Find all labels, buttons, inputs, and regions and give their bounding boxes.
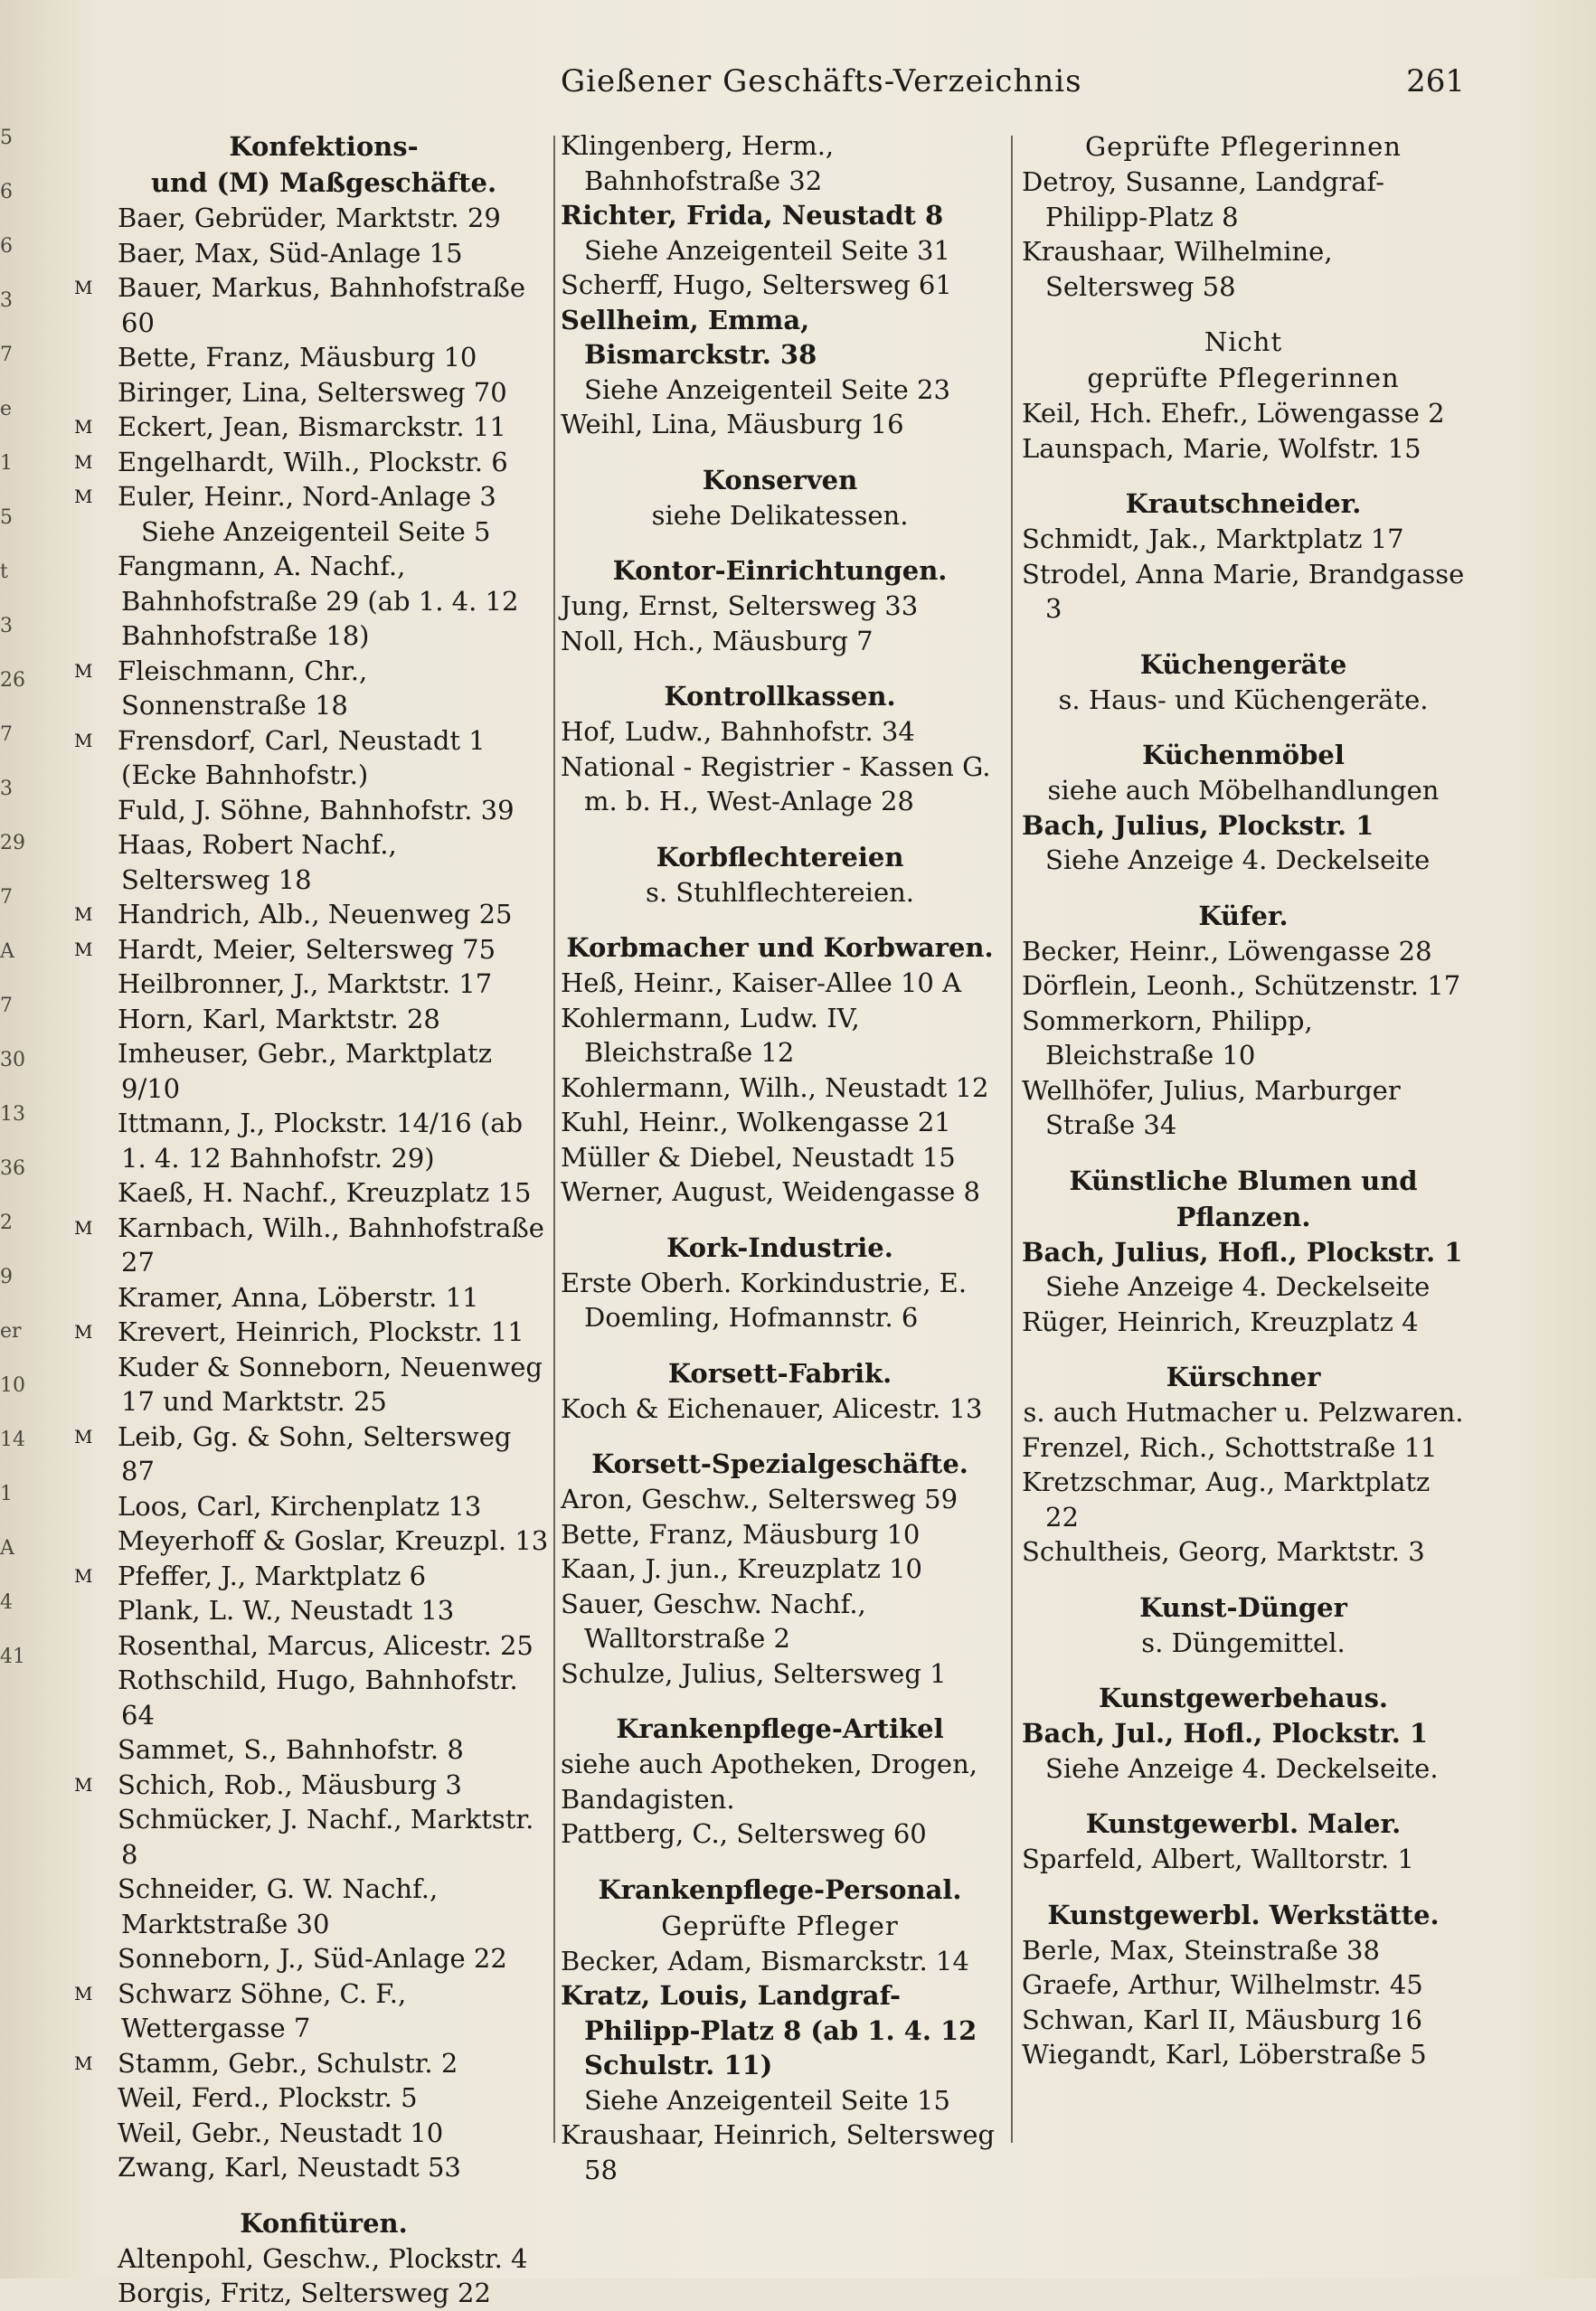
entry-text: Borgis, Fritz, Seltersweg 22 <box>118 2278 491 2308</box>
directory-entry: Dörflein, Leonh., Schützenstr. 17 <box>1022 970 1461 1001</box>
directory-entry: Jung, Ernst, Seltersweg 33 <box>561 590 919 621</box>
directory-entry: Kohlermann, Wilh., Neustadt 12 <box>561 1071 989 1103</box>
directory-entry <box>98 1280 550 1316</box>
entry-text: Fangmann, A. Nachf., Bahnhofstraße 29 (ab 1. 4. 12 Bahnhofstraße 18) <box>118 551 519 651</box>
directory-entry: Keil, Hch. Ehefr., Löwengasse 2 <box>1022 398 1445 429</box>
subsection-heading: Geprüfte Pfleger <box>661 1910 899 1941</box>
section-heading: Korsett-Spezialgeschäfte. <box>591 1448 968 1479</box>
entry-text: Bach, Julius, Hofl., Plockstr. 1 <box>1022 1236 1463 1268</box>
bleed-fragment: 10 <box>0 1374 25 1397</box>
directory-entry <box>98 1175 550 1211</box>
section-heading: Kunstgewerbehaus. <box>1099 1683 1388 1713</box>
entry-text: Scherff, Hugo, Seltersweg 61 <box>561 269 952 300</box>
entry-text: Schneider, G. W. Nachf., Marktstraße 30 <box>118 1873 439 1939</box>
directory-entry <box>98 2080 550 2116</box>
entry-text: Baer, Gebrüder, Marktstr. 29 <box>118 203 501 233</box>
bleed-fragment: 3 <box>0 289 13 312</box>
directory-entry <box>98 201 550 236</box>
directory-entry: Kohlermann, Ludw. IV, Bleichstraße 12 <box>561 1002 860 1068</box>
directory-entry: Berle, Max, Steinstraße 38 <box>1022 1934 1380 1966</box>
page-header <box>561 63 1465 108</box>
entry-text: Horn, Karl, Marktstr. 28 <box>118 1003 440 1034</box>
cross-reference: siehe auch Apotheken, Drogen, Bandagisten. <box>561 1749 977 1815</box>
directory-entry <box>98 1628 550 1664</box>
section-heading: Pflanzen. <box>1176 1201 1311 1232</box>
directory-entry: Schwan, Karl II, Mäusburg 16 <box>1022 2004 1423 2035</box>
bleed-fragment: 6 <box>0 235 13 258</box>
directory-entry <box>74 1976 550 2046</box>
section-heading: Küchenmöbel <box>1142 740 1345 770</box>
directory-entry <box>74 1768 550 1803</box>
directory-entry: Sauer, Geschw. Nachf., Walltorstraße 2 <box>561 1588 866 1654</box>
directory-entry: Sparfeld, Albert, Walltorstr. 1 <box>1022 1844 1414 1874</box>
section-heading: Kürschner <box>1166 1362 1321 1392</box>
directory-entry <box>98 1036 550 1106</box>
custom-tailoring-marker: M <box>74 1773 93 1796</box>
entry-text: Siehe Anzeigenteil Seite 15 <box>584 2084 950 2116</box>
entry-text: Eckert, Jean, Bismarckstr. 11 <box>118 411 506 442</box>
entry-text: Kraushaar, Heinrich, Seltersweg 58 <box>561 2119 996 2185</box>
bleed-fragment: 1 <box>0 1483 13 1505</box>
directory-entry: Strodel, Anna Marie, Brandgasse 3 <box>1022 558 1465 624</box>
entry-text: Meyerhoff & Goslar, Kreuzpl. 13 <box>118 1525 549 1556</box>
directory-entry: Erste Oberh. Korkindustrie, E. Doemling, Hofmannstr. 6 <box>561 1267 968 1333</box>
directory-entry: Schmidt, Jak., Marktplatz 17 <box>1022 524 1404 554</box>
entry-text: Richter, Frida, Neustadt 8 <box>561 200 944 231</box>
directory-entry <box>1022 1235 1465 1270</box>
entry-text: Schwarz Söhne, C. F., Wettergasse 7 <box>118 1977 407 2043</box>
directory-entry <box>561 128 999 198</box>
section-heading: Kork-Industrie. <box>666 1231 893 1263</box>
directory-entry: Wiegandt, Karl, Löberstraße 5 <box>1022 2039 1427 2070</box>
directory-entry <box>98 2276 550 2311</box>
entry-text: Bach, Jul., Hofl., Plockstr. 1 <box>1022 1718 1429 1749</box>
section-heading: Krankenpflege-Personal. <box>598 1873 962 1905</box>
entry-text: Handrich, Alb., Neuenweg 25 <box>118 899 513 929</box>
entry-text: Euler, Heinr., Nord-Anlage 3 <box>118 481 496 512</box>
subsection-heading: Geprüfte Pflegerinnen <box>1085 131 1402 162</box>
ad-reference <box>1022 1269 1465 1305</box>
directory-entry: Werner, August, Weidengasse 8 <box>561 1176 980 1207</box>
bleed-fragment: 2 <box>0 1212 13 1234</box>
entry-text: Frensdorf, Carl, Neustadt 1 (Ecke Bahnhofstr.) <box>118 724 486 790</box>
bleed-fragment: 4 <box>0 1591 13 1614</box>
entry-text: Karnbach, Wilh., Bahnhofstraße 27 <box>118 1212 544 1278</box>
directory-entry <box>98 375 550 410</box>
entry-text: Becker, Adam, Bismarckstr. 14 <box>561 1945 969 1976</box>
custom-tailoring-marker: M <box>74 903 93 925</box>
entry-text: Siehe Anzeige 4. Deckelseite. <box>1045 1752 1439 1784</box>
bleed-fragment: 26 <box>0 669 25 692</box>
directory-entry <box>98 2116 550 2151</box>
section-heading: Korsett-Fabrik. <box>667 1357 892 1389</box>
directory-entry <box>74 897 550 932</box>
directory-entry <box>98 1489 550 1524</box>
directory-entry <box>98 549 550 654</box>
entry-text: Rosenthal, Marcus, Alicestr. 25 <box>118 1629 534 1661</box>
directory-entry <box>1022 808 1465 844</box>
ad-reference <box>561 2083 999 2118</box>
entry-text: Weil, Gebr., Neustadt 10 <box>118 2117 444 2148</box>
custom-tailoring-marker: M <box>74 2052 93 2074</box>
directory-entry: Hof, Ludw., Bahnhofstr. 34 <box>561 716 915 747</box>
bleed-fragment: A <box>0 940 14 963</box>
page-number: 261 <box>1406 63 1465 99</box>
directory-entry: Launspach, Marie, Wolfstr. 15 <box>1022 432 1421 464</box>
column-2 <box>561 128 999 2187</box>
entry-text: Sellheim, Emma, Bismarckstr. 38 <box>561 304 817 370</box>
directory-entry <box>98 1941 550 1976</box>
entry-text: Zwang, Karl, Neustadt 53 <box>118 2152 461 2183</box>
entry-text: Haas, Robert Nachf., Seltersweg 18 <box>118 829 397 895</box>
directory-entry: Aron, Geschw., Seltersweg 59 <box>561 1484 959 1514</box>
entry-text: Stamm, Gebr., Schulstr. 2 <box>118 2047 458 2079</box>
directory-entry: Kretzschmar, Aug., Marktplatz 22 <box>1022 1467 1431 1533</box>
entry-text: Bach, Julius, Plockstr. 1 <box>1022 809 1374 841</box>
directory-entry: Pattberg, C., Seltersweg 60 <box>561 1818 927 1849</box>
entry-text: Leib, Gg. & Sohn, Seltersweg 87 <box>118 1420 512 1486</box>
bleed-fragment: 7 <box>0 886 13 909</box>
directory-entry <box>98 967 550 1002</box>
directory-entry <box>98 2150 550 2185</box>
entry-text: Schmücker, J. Nachf., Marktstr. 8 <box>118 1804 534 1870</box>
bleed-fragment: 6 <box>0 181 13 203</box>
ad-reference <box>561 233 999 269</box>
custom-tailoring-marker: M <box>74 1216 93 1239</box>
entry-text: Engelhardt, Wilh., Plockstr. 6 <box>118 446 508 477</box>
custom-tailoring-marker: M <box>74 277 93 298</box>
section-heading: Kontor-Einrichtungen. <box>612 555 948 586</box>
bleed-fragment: 3 <box>0 615 13 637</box>
section-heading: Konserven <box>702 464 858 495</box>
bleed-fragment: 13 <box>0 1103 25 1126</box>
column-3 <box>1022 128 1465 2072</box>
section-heading: Kontrollkassen. <box>664 681 896 712</box>
entry-text: Ittmann, J., Plockstr. 14/16 (ab 1. 4. 12 Bahnhofstr. 29) <box>118 1108 524 1174</box>
directory-entry: National - Registrier - Kassen G. m. b. H., West-Anlage 28 <box>561 750 991 816</box>
entry-text: Siehe Anzeigenteil Seite 31 <box>584 234 950 266</box>
directory-entry <box>74 445 550 480</box>
entry-text: Plank, L. W., Neustadt 13 <box>118 1595 455 1626</box>
directory-entry: Frenzel, Rich., Schottstraße 11 <box>1022 1431 1438 1463</box>
directory-entry <box>74 654 550 723</box>
entry-text: Hardt, Meier, Seltersweg 75 <box>118 933 496 965</box>
ad-reference <box>561 373 999 408</box>
directory-entry <box>98 1350 550 1420</box>
entry-text: Loos, Carl, Kirchenplatz 13 <box>118 1490 482 1522</box>
cross-reference: s. Düngemittel. <box>1141 1627 1346 1658</box>
cross-reference: s. auch Hutmacher u. Pelzwaren. <box>1023 1397 1464 1428</box>
directory-entry <box>98 827 550 897</box>
custom-tailoring-marker: M <box>74 1982 93 2004</box>
section-heading: Krautschneider. <box>1125 488 1362 519</box>
section-heading: Korbflechtereien <box>656 841 904 873</box>
entry-text: Heilbronner, J., Marktstr. 17 <box>118 968 493 999</box>
bleed-fragment: er <box>0 1320 22 1343</box>
directory-entry <box>98 1732 550 1768</box>
cross-reference: siehe Delikatessen. <box>651 499 909 531</box>
section-heading: Künstliche Blumen und <box>1069 1165 1418 1196</box>
directory-entry <box>98 340 550 375</box>
entry-text: Bauer, Markus, Bahnhofstraße 60 <box>118 272 526 338</box>
directory-entry <box>98 2241 550 2277</box>
bleed-fragment: 1 <box>0 452 13 475</box>
entry-text: Weihl, Lina, Mäusburg 16 <box>561 409 904 439</box>
directory-entry <box>74 1420 550 1489</box>
entry-text: Schich, Rob., Mäusburg 3 <box>118 1769 462 1800</box>
directory-entry <box>74 479 550 514</box>
directory-entry <box>74 2046 550 2081</box>
custom-tailoring-marker: M <box>74 1425 93 1448</box>
custom-tailoring-marker: M <box>74 1564 93 1587</box>
entry-text: Siehe Anzeigenteil Seite 23 <box>584 373 950 405</box>
directory-entry <box>98 1002 550 1037</box>
bleed-fragment: 36 <box>0 1157 25 1180</box>
directory-entry <box>98 1523 550 1559</box>
directory-entry: Schultheis, Georg, Marktstr. 3 <box>1022 1536 1425 1567</box>
custom-tailoring-marker: M <box>74 659 93 682</box>
directory-entry: Heß, Heinr., Kaiser-Allee 10 A <box>561 967 962 998</box>
directory-entry <box>561 268 999 303</box>
directory-entry: Schulze, Julius, Seltersweg 1 <box>561 1657 947 1689</box>
column-divider <box>1011 136 1013 2143</box>
bleed-fragment: 9 <box>0 1266 13 1288</box>
entry-text: Kratz, Louis, Landgraf-Philipp-Platz 8 (ab 1. 4. 12 Schulstr. 11) <box>561 1980 977 2080</box>
directory-entry <box>74 1211 550 1280</box>
custom-tailoring-marker: M <box>74 450 93 473</box>
adjacent-page-bleed <box>0 127 27 2242</box>
entry-text: Sonneborn, J., Süd-Anlage 22 <box>118 1943 507 1974</box>
entry-text: Altenpohl, Geschw., Plockstr. 4 <box>118 2242 528 2274</box>
page-title: Gießener Geschäfts-Verzeichnis <box>561 63 1082 99</box>
entry-text: Klingenberg, Herm., Bahnhofstraße 32 <box>561 130 835 196</box>
directory-entry <box>98 1106 550 1175</box>
custom-tailoring-marker: M <box>74 416 93 438</box>
directory-entry: Kraushaar, Wilhelmine, Seltersweg 58 <box>1022 236 1333 302</box>
custom-tailoring-marker: M <box>74 938 93 960</box>
bleed-fragment: 5 <box>0 127 13 149</box>
bleed-fragment: 7 <box>0 723 13 746</box>
bleed-fragment: 41 <box>0 1646 25 1668</box>
directory-entry <box>74 410 550 445</box>
custom-tailoring-marker: M <box>74 729 93 751</box>
entry-text: Weil, Ferd., Plockstr. 5 <box>118 2082 418 2113</box>
directory-entry: Müller & Diebel, Neustadt 15 <box>561 1141 956 1173</box>
section-heading: Krankenpflege-Artikel <box>616 1713 944 1744</box>
directory-entry: Becker, Heinr., Löwengasse 28 <box>1022 935 1432 967</box>
entry-text: Krevert, Heinrich, Plockstr. 11 <box>118 1316 524 1347</box>
directory-entry: Kuhl, Heinr., Wolkengasse 21 <box>561 1107 951 1137</box>
directory-entry <box>1022 1716 1465 1751</box>
entry-text: Fleischmann, Chr., Sonnenstraße 18 <box>118 655 368 721</box>
entry-text: Baer, Max, Süd-Anlage 15 <box>118 237 463 269</box>
bleed-fragment: 3 <box>0 778 13 800</box>
entry-text: Imheuser, Gebr., Marktplatz 9/10 <box>118 1038 492 1104</box>
directory-entry <box>561 2118 999 2187</box>
ad-reference <box>98 514 550 550</box>
directory-entry: Bette, Franz, Mäusburg 10 <box>561 1518 921 1550</box>
section-heading: Küfer. <box>1198 900 1289 931</box>
bleed-fragment: 29 <box>0 832 25 854</box>
directory-entry: Sommerkorn, Philipp, Bleichstraße 10 <box>1022 1005 1313 1071</box>
section-heading: und (M) Maßgeschäfte. <box>150 167 497 198</box>
directory-entry <box>74 723 550 793</box>
cross-reference: s. Haus- und Küchengeräte. <box>1058 684 1429 715</box>
directory-entry <box>561 198 999 233</box>
directory-entry <box>74 270 550 340</box>
directory-entry <box>561 1978 999 2083</box>
directory-entry <box>98 793 550 828</box>
entry-text: Biringer, Lina, Seltersweg 70 <box>118 376 507 408</box>
directory-entry <box>561 1944 999 1979</box>
entry-text: Fuld, J. Söhne, Bahnhofstr. 39 <box>118 794 515 825</box>
custom-tailoring-marker: M <box>74 1321 93 1343</box>
bleed-fragment: 7 <box>0 995 13 1017</box>
directory-entry <box>561 407 999 442</box>
custom-tailoring-marker: M <box>74 486 93 507</box>
column-divider <box>553 136 555 2143</box>
bleed-fragment: 14 <box>0 1429 25 1451</box>
bleed-fragment: 7 <box>0 344 13 366</box>
directory-entry <box>98 1802 550 1872</box>
directory-entry: Kaan, J. jun., Kreuzplatz 10 <box>561 1553 922 1584</box>
entry-text: Rothschild, Hugo, Bahnhofstr. 64 <box>118 1665 518 1731</box>
entry-text: Kaeß, H. Nachf., Kreuzplatz 15 <box>118 1177 532 1208</box>
subsection-heading: geprüfte Pflegerinnen <box>1087 363 1400 393</box>
entry-text: Pfeffer, J., Marktplatz 6 <box>118 1560 427 1591</box>
bleed-fragment: 30 <box>0 1049 25 1071</box>
directory-entry <box>1022 1305 1465 1340</box>
entry-text: Siehe Anzeige 4. Deckelseite <box>1045 1271 1431 1302</box>
entry-text: Bette, Franz, Mäusburg 10 <box>118 342 477 373</box>
section-heading: Kunstgewerbl. Maler. <box>1085 1808 1402 1839</box>
entry-text: Sammet, S., Bahnhofstr. 8 <box>118 1734 464 1765</box>
directory-entry <box>98 1872 550 1941</box>
column-1 <box>74 128 550 2311</box>
directory-entry: Detroy, Susanne, Landgraf-Philipp-Platz 8 <box>1022 166 1385 232</box>
section-heading: Küchengeräte <box>1139 648 1347 680</box>
directory-entry <box>98 1663 550 1732</box>
directory-entry <box>561 303 999 373</box>
entry-text: Siehe Anzeige 4. Deckelseite <box>1045 844 1431 875</box>
entry-text: Kramer, Anna, Löberstr. 11 <box>118 1281 479 1313</box>
directory-entry <box>74 1315 550 1350</box>
section-heading: Kunstgewerbl. Werkstätte. <box>1047 1899 1440 1930</box>
section-heading: Korbmacher und Korbwaren. <box>566 932 994 963</box>
directory-entry: Noll, Hch., Mäusburg 7 <box>561 625 874 656</box>
directory-entry: Wellhöfer, Julius, Marburger Straße 34 <box>1022 1074 1401 1140</box>
bleed-fragment: A <box>0 1537 14 1560</box>
bleed-fragment: e <box>0 398 13 420</box>
directory-entry: Graefe, Arthur, Wilhelmstr. 45 <box>1022 1969 1423 2000</box>
bleed-fragment: 5 <box>0 506 13 529</box>
ad-reference <box>1022 843 1465 878</box>
directory-entry <box>74 932 550 967</box>
directory-entry <box>74 1559 550 1594</box>
entry-text: Siehe Anzeigenteil Seite 5 <box>141 515 491 547</box>
ad-reference <box>1022 1751 1465 1787</box>
subsection-heading: Nicht <box>1204 326 1283 357</box>
cross-reference: s. Stuhlflechtereien. <box>645 876 915 908</box>
directory-entry <box>98 236 550 271</box>
cross-reference: siehe auch Möbelhandlungen <box>1047 775 1440 806</box>
entry-text: Kuder & Sonneborn, Neuenweg 17 und Marktstr. 25 <box>118 1351 543 1417</box>
bleed-fragment: t <box>0 561 8 583</box>
section-heading: Konfektions- <box>229 131 419 162</box>
section-heading: Kunst-Dünger <box>1139 1591 1347 1623</box>
entry-text: Rüger, Heinrich, Kreuzplatz 4 <box>1022 1306 1419 1337</box>
directory-entry: Koch & Eichenauer, Alicestr. 13 <box>561 1392 983 1424</box>
section-heading: Konfitüren. <box>240 2207 408 2239</box>
directory-entry <box>98 1593 550 1628</box>
